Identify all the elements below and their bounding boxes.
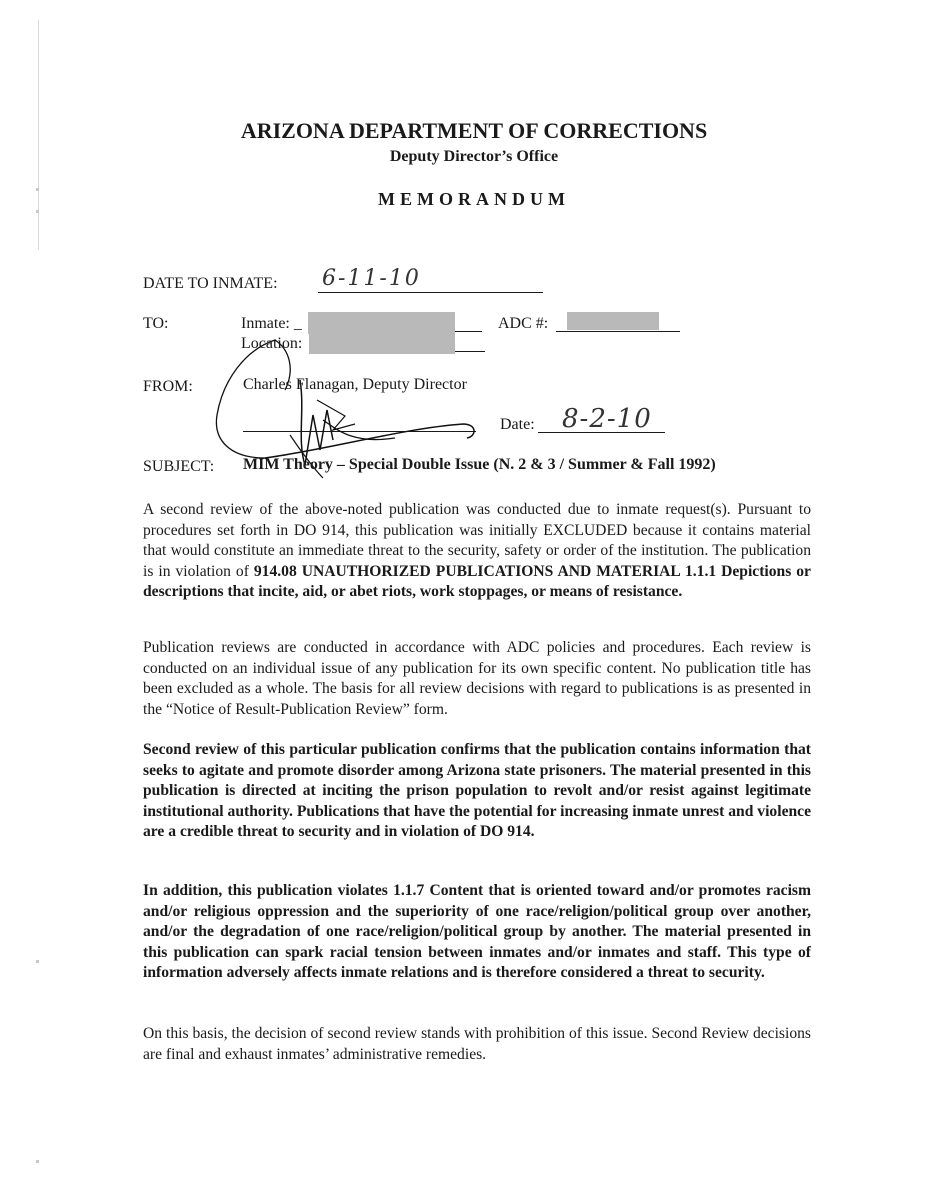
inmate-line [455,331,482,332]
document-type: MEMORANDUM [378,189,570,209]
paragraph-second-review: Second review of this particular publication confirms that the publication contains information that seeks to agitate and promote disorder among Arizona state prisoners. The material presented in this publication is directed at inciting the prison population to revolt and/or resist against legitimate institutional authority. Publications that have the potential for increasing inmate unrest and violence are a credible threat to security and in violation of DO 914. [143,741,811,840]
to-label: TO: [143,315,169,332]
date-label: Date: [500,416,535,433]
agency-title: ARIZONA DEPARTMENT OF CORRECTIONS [240,118,708,143]
location-label: Location: [241,335,303,352]
from-name: Charles Flanagan, Deputy Director [243,376,467,393]
paragraph-initial-review [143,500,811,603]
date-to-inmate-value: 6-11-10 [322,266,421,291]
paragraph-review-policy: Publication reviews are conducted in accordance with ADC policies and procedures. Each review is conducted on an individual issue of any publication for its own specific content. No publication title has been excluded as a whole. The basis for all review decisions with regard to publications is as presented in the “Notice of Result-Publication Review” form. [143,639,811,718]
subject-value: MIM Theory – Special Double Issue (N. 2 & 3 / Summer & Fall 1992) [243,456,716,473]
from-label: FROM: [143,378,193,395]
scan-edge-dot [36,210,39,213]
adc-line [556,331,680,332]
paragraph-additional-violation: In addition, this publication violates 1.1.7 Content that is oriented toward and/or promotes racism and/or religious oppression and the superiority of one race/religion/political group over another, and/or the degradation of one race/religion/political group by another. The material presented in this publication can spark racial tension between inmates and/or inmates and staff. This type of information adversely affects inmate relations and is therefore considered a threat to security. [143,882,811,981]
date-to-inmate-label: DATE TO INMATE: [143,275,278,292]
adc-number-redaction [567,312,659,330]
paragraph-initial-review-text: A second review of the above-noted publication was conducted due to inmate request(s). Pursuant to procedures set forth in DO 914, this publication was initially EXCLUDED because it contains material that would constitute an immediate threat to the security, safety or order of the institution. The publication is in violation of [143,501,811,580]
date-to-inmate-line [318,292,543,293]
adc-label: ADC #: [498,315,549,332]
inmate-label: Inmate: _ [241,315,302,332]
paragraph-decision: On this basis, the decision of second review stands with prohibition of this issue. Second Review decisions are final and exhaust inmates’ administrative remedies. [143,1025,811,1063]
scan-edge-dot [36,960,39,963]
subject-label: SUBJECT: [143,458,215,475]
inmate-name-redaction [308,312,455,334]
violation-citation: 914.08 UNAUTHORIZED PUBLICATIONS AND MATERIAL 1.1.1 Depictions or descriptions that incite, aid, or abet riots, work stoppages, or means of resistance. [143,562,811,600]
scan-edge-dot [36,1160,39,1163]
signed-date-value: 8-2-10 [562,404,652,434]
office-subtitle: Deputy Director’s Office [389,148,559,165]
